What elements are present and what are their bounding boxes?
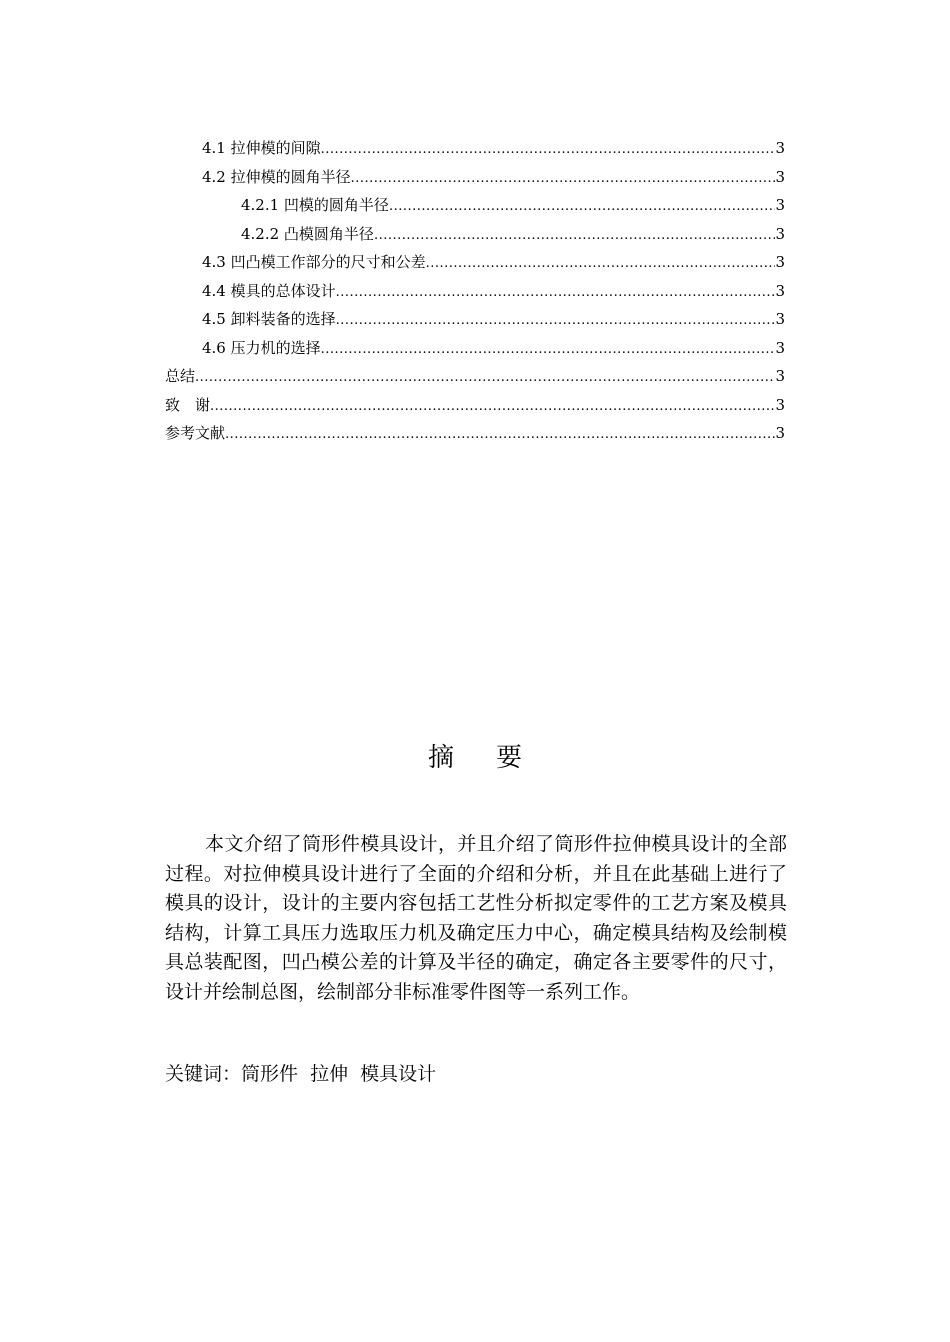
toc-entry[interactable] <box>165 277 785 306</box>
toc-page-number: 3 <box>775 167 785 186</box>
toc-dot-leader <box>210 393 775 422</box>
toc-entry-label: 4.2 拉伸模的圆角半径 <box>202 167 351 186</box>
toc-entry[interactable] <box>165 134 785 163</box>
abstract-body: 本文介绍了筒形件模具设计，并且介绍了筒形件拉伸模具设计的全部过程。对拉伸模具设计进行了全面的介绍和分析，并且在此基础上进行了模具的设计，设计的主要内容包括工艺性分析拟定零件的工艺方案及模具结构，计算工具压力选取压力机及确定压力中心，确定模具结构及绘制模具总装配图，凹凸模公差的计算及半径的确定，确定各主要零件的尺寸，设计并绘制总图，绘制部分非标准零件图等一系列工作。 <box>165 833 787 1003</box>
toc-page-number: 3 <box>775 338 785 357</box>
toc-entry[interactable] <box>165 163 785 192</box>
toc-entry[interactable] <box>165 220 785 249</box>
toc-entry-label: 4.1 拉伸模的间隙 <box>202 139 321 157</box>
toc-entry-label: 4.4 模具的总体设计 <box>202 281 336 300</box>
toc-entry-label: 4.3 凹凸模工作部分的尺寸和公差 <box>202 253 426 271</box>
toc-dot-leader <box>426 250 776 279</box>
toc-page-number: 3 <box>775 139 785 157</box>
toc-page-number: 3 <box>775 253 785 271</box>
toc-entry[interactable] <box>165 305 785 334</box>
toc-entry[interactable] <box>165 391 785 420</box>
toc-entry-label: 4.2.1 凹模的圆角半径 <box>241 196 389 214</box>
toc-page-number: 3 <box>775 281 785 300</box>
toc-page-number: 3 <box>775 224 785 243</box>
toc-dot-leader <box>351 165 776 194</box>
toc-entry[interactable] <box>165 334 785 363</box>
toc-dot-leader <box>321 336 776 365</box>
table-of-contents <box>165 134 785 448</box>
toc-entry[interactable] <box>165 191 785 220</box>
toc-dot-leader <box>336 307 776 336</box>
toc-dot-leader <box>374 222 776 251</box>
abstract-heading: 摘要 <box>427 743 564 773</box>
toc-entry[interactable] <box>165 248 785 277</box>
toc-dot-leader <box>336 279 776 308</box>
toc-entry-label: 致 谢 <box>165 395 211 414</box>
toc-entry[interactable] <box>165 362 785 391</box>
toc-page-number: 3 <box>775 367 785 385</box>
toc-page-number: 3 <box>775 424 785 442</box>
toc-page-number: 3 <box>775 196 785 214</box>
keywords-line: 关键词：筒形件 拉伸 模具设计 <box>165 1063 437 1085</box>
toc-dot-leader <box>321 136 776 165</box>
toc-entry[interactable] <box>165 419 785 448</box>
toc-entry-label: 参考文献 <box>165 424 226 442</box>
toc-page-number: 3 <box>775 395 785 414</box>
toc-entry-label: 4.2.2 凸模圆角半径 <box>241 224 374 243</box>
toc-entry-label: 4.5 卸料装备的选择 <box>202 310 336 328</box>
toc-dot-leader <box>195 364 775 393</box>
toc-entry-label: 4.6 压力机的选择 <box>202 338 321 357</box>
toc-entry-label: 总结 <box>165 367 196 385</box>
toc-page-number: 3 <box>775 310 785 328</box>
toc-dot-leader <box>225 421 775 450</box>
toc-dot-leader <box>389 193 776 222</box>
